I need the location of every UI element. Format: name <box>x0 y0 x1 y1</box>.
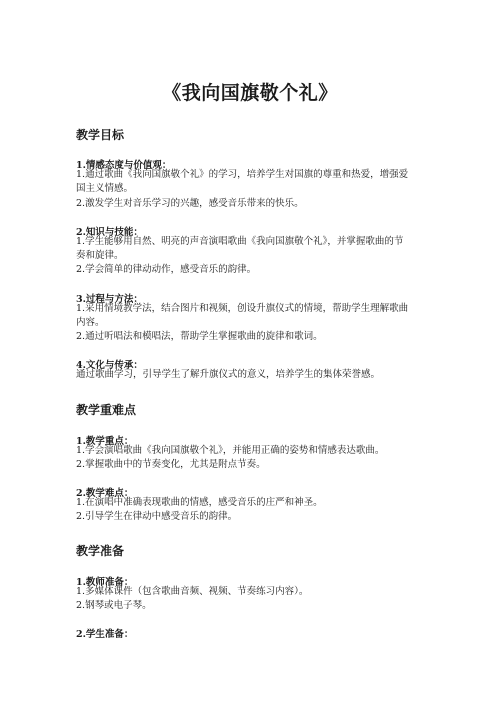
subheading-difficulty: 2.教学难点： <box>76 488 134 499</box>
text-line: 通过歌曲学习，引导学生了解升旗仪式的意义，培养学生的集体荣誉感。 <box>76 369 381 380</box>
text-line: 1.在演唱中准确表现歌曲的情感，感受音乐的庄严和神圣。 <box>76 497 323 508</box>
text-line: 国主义情感。 <box>76 183 134 194</box>
text-line: 2.激发学生对音乐学习的兴趣，感受音乐带来的快乐。 <box>76 198 304 209</box>
text-line: 1.通过歌曲《我向国旗敬个礼》的学习，培养学生对国旗的尊重和热爱，增强爱 <box>76 169 409 180</box>
section-heading-key-points: 教学重难点 <box>76 403 137 417</box>
section-heading-preparation: 教学准备 <box>76 544 125 558</box>
text-line: 2.通过听唱法和模唱法，帮助学生掌握歌曲的旋律和歌词。 <box>76 331 323 342</box>
subheading-teacher-prep: 1.教师准备： <box>76 577 134 588</box>
text-line: 内容。 <box>76 317 105 328</box>
text-line: 1.采用情境教学法，结合图片和视频，创设升旗仪式的情境，帮助学生理解歌曲 <box>76 303 409 314</box>
text-line: 奏和旋律。 <box>76 250 124 261</box>
subheading-culture: 4.文化与传承： <box>76 360 143 371</box>
section-heading-objectives: 教学目标 <box>76 128 125 142</box>
subheading-knowledge: 2.知识与技能： <box>76 227 143 238</box>
text-line: 2.引导学生在律动中感受音乐的韵律。 <box>76 511 238 522</box>
text-line: 1.学生能够用自然、明亮的声音演唱歌曲《我向国旗敬个礼》，并掌握歌曲的节 <box>76 236 404 247</box>
text-line: 2.学会简单的律动动作，感受音乐的韵律。 <box>76 264 257 275</box>
subheading-student-prep: 2.学生准备： <box>76 629 134 640</box>
text-line: 2.钢琴或电子琴。 <box>76 600 152 611</box>
text-line: 1.学会演唱歌曲《我向国旗敬个礼》，并能用正确的姿势和情感表达歌曲。 <box>76 445 385 456</box>
document-title: 《我向国旗敬个礼》 <box>162 82 338 104</box>
subheading-process: 3.过程与方法： <box>76 294 143 305</box>
subheading-attitude: 1.情感态度与价值观： <box>76 160 172 171</box>
subheading-focus: 1.教学重点： <box>76 436 134 447</box>
text-line: 2.掌握歌曲中的节奏变化，尤其是附点节奏。 <box>76 459 266 470</box>
text-line: 1.多媒体课件（包含歌曲音频、视频、节奏练习内容）。 <box>76 586 309 597</box>
